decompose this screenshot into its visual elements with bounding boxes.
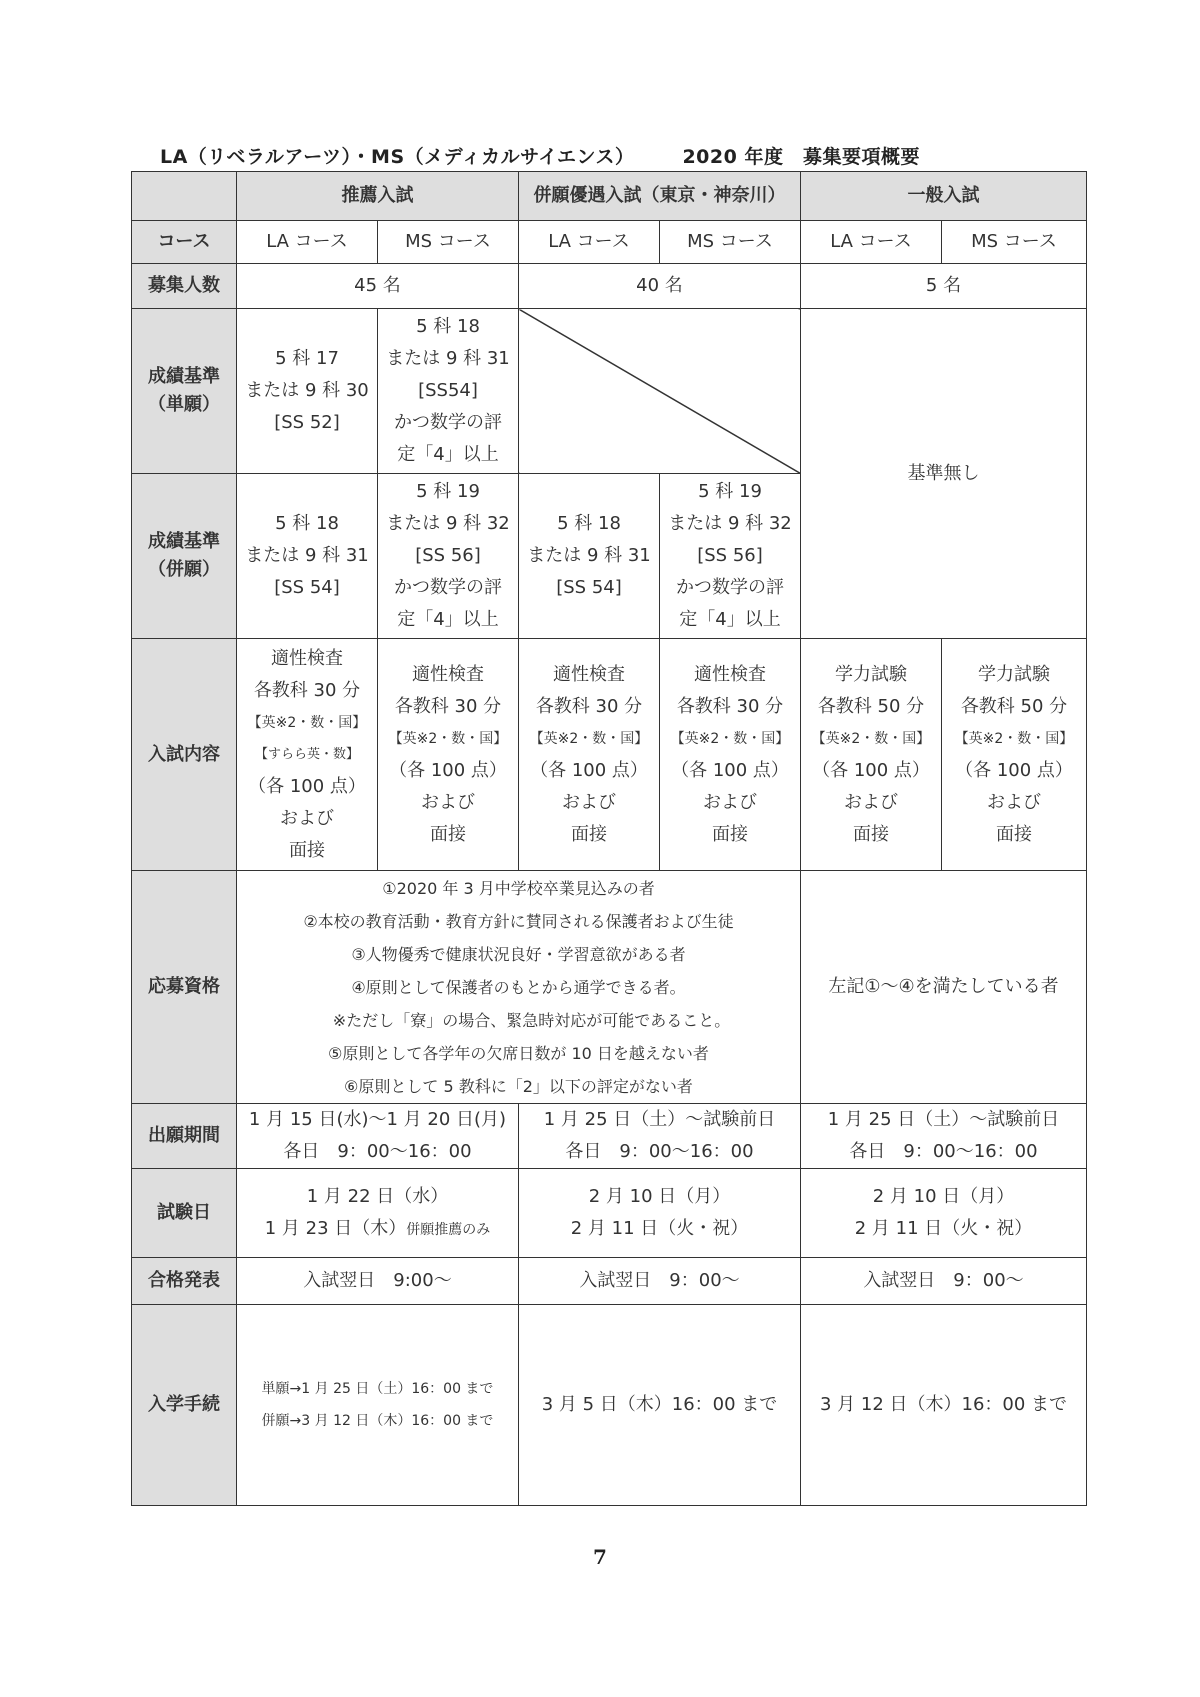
content-rec-la: 適性検査 各教科 30 分 【英※2・数・国】 【すらら英・数】 （各 100 点） および 面接 xyxy=(237,639,378,871)
content-gen-la: 学力試験 各教科 50 分 【英※2・数・国】 （各 100 点） および 面接 xyxy=(801,639,942,871)
exam-date-pref: 2 月 10 日（月） 2 月 11 日（火・祝） xyxy=(519,1169,801,1258)
procedure-label: 入学手続 xyxy=(132,1305,237,1506)
capacity-pref: 40 名 xyxy=(519,264,801,309)
announcement-gen: 入試翌日 9：00～ xyxy=(801,1258,1087,1305)
criteria-single-rec-ms: 5 科 18 または 9 科 31 [SS54] かつ数学の評 定「4」以上 xyxy=(378,309,519,474)
content-row xyxy=(132,639,1087,871)
capacity-rec: 45 名 xyxy=(237,264,519,309)
course-rec-la: LA コース xyxy=(237,221,378,264)
application-row xyxy=(132,1104,1087,1169)
announcement-pref: 入試翌日 9：00～ xyxy=(519,1258,801,1305)
exam-date-rec: 1 月 22 日（水） 1 月 23 日（木）併願推薦のみ xyxy=(237,1169,519,1258)
capacity-gen: 5 名 xyxy=(801,264,1087,309)
content-rec-ms: 適性検査 各教科 30 分 【英※2・数・国】 （各 100 点） および 面接 xyxy=(378,639,519,871)
exam-date-row xyxy=(132,1169,1087,1258)
course-pref-ms: MS コース xyxy=(660,221,801,264)
content-pref-la: 適性検査 各教科 30 分 【英※2・数・国】 （各 100 点） および 面接 xyxy=(519,639,660,871)
page-number: 7 xyxy=(593,1545,607,1569)
content-pref-ms: 適性検査 各教科 30 分 【英※2・数・国】 （各 100 点） および 面接 xyxy=(660,639,801,871)
announcement-row xyxy=(132,1258,1087,1305)
course-rec-ms: MS コース xyxy=(378,221,519,264)
exam-date-note: 併願推薦のみ xyxy=(406,1221,491,1238)
course-pref-la: LA コース xyxy=(519,221,660,264)
qualification-item: ①2020 年 3 月中学校卒業見込みの者 xyxy=(382,878,655,898)
exam-date-gen: 2 月 10 日（月） 2 月 11 日（火・祝） xyxy=(801,1169,1087,1258)
corner-cell xyxy=(132,172,237,221)
procedure-rec: 単願→1 月 25 日（土）16：00 まで 併願→3 月 12 日（木）16：00 まで xyxy=(237,1305,519,1506)
qualification-general: 左記①～④を満たしている者 xyxy=(801,871,1087,1104)
criteria-combined-rec-ms: 5 科 19 または 9 科 32 [SS 56] かつ数学の評 定「4」以上 xyxy=(378,474,519,639)
qualification-list xyxy=(237,871,801,1104)
capacity-label: 募集人数 xyxy=(132,264,237,309)
application-label: 出願期間 xyxy=(132,1104,237,1169)
qualification-label: 応募資格 xyxy=(132,871,237,1104)
procedure-pref: 3 月 5 日（木）16：00 まで xyxy=(519,1305,801,1506)
qualification-item: ⑤原則として各学年の欠席日数が 10 日を越えない者 xyxy=(328,1043,709,1063)
criteria-single-row xyxy=(132,309,1087,474)
qualification-item: ⑥原則として 5 教科に「2」以下の評定がない者 xyxy=(344,1076,693,1096)
criteria-combined-label: 成績基準 （併願） xyxy=(132,474,237,639)
application-pref: 1 月 25 日（土）～試験前日 各日 9：00～16：00 xyxy=(519,1104,801,1169)
title-year: 2020 年度 募集要項概要 xyxy=(682,146,920,168)
qualification-note: ※ただし「寮」の場合、緊急時対応が可能であること。 xyxy=(332,1010,731,1030)
group-preferential: 併願優遇入試（東京・神奈川） xyxy=(519,172,801,221)
group-recommendation: 推薦入試 xyxy=(237,172,519,221)
course-row xyxy=(132,221,1087,264)
criteria-combined-rec-la: 5 科 18 または 9 科 31 [SS 54] xyxy=(237,474,378,639)
procedure-gen: 3 月 12 日（木）16：00 まで xyxy=(801,1305,1087,1506)
criteria-single-rec-la: 5 科 17 または 9 科 30 [SS 52] xyxy=(237,309,378,474)
qualification-item: ④原則として保護者のもとから通学できる者。 xyxy=(351,977,686,997)
criteria-single-label: 成績基準 （単願） xyxy=(132,309,237,474)
course-gen-ms: MS コース xyxy=(942,221,1087,264)
qualification-item: ③人物優秀で健康状況良好・学習意欲がある者 xyxy=(351,944,686,964)
exam-date-label: 試験日 xyxy=(132,1169,237,1258)
admissions-summary-table xyxy=(131,171,1087,1506)
application-rec: 1 月 15 日(水)～1 月 20 日(月) 各日 9：00～16：00 xyxy=(237,1104,519,1169)
criteria-general: 基準無し xyxy=(801,309,1087,639)
qualification-row xyxy=(132,871,1087,1104)
criteria-combined-pref-ms: 5 科 19 または 9 科 32 [SS 56] かつ数学の評 定「4」以上 xyxy=(660,474,801,639)
criteria-combined-pref-la: 5 科 18 または 9 科 31 [SS 54] xyxy=(519,474,660,639)
content-gen-ms: 学力試験 各教科 50 分 【英※2・数・国】 （各 100 点） および 面接 xyxy=(942,639,1087,871)
announcement-rec: 入試翌日 9:00～ xyxy=(237,1258,519,1305)
procedure-row xyxy=(132,1305,1087,1506)
announcement-label: 合格発表 xyxy=(132,1258,237,1305)
course-gen-la: LA コース xyxy=(801,221,942,264)
content-label: 入試内容 xyxy=(132,639,237,871)
title-programs: LA（リベラルアーツ）・MS（メディカルサイエンス） xyxy=(160,146,635,168)
qualification-item: ②本校の教育活動・教育方針に賛同される保護者および生徒 xyxy=(303,911,734,931)
application-gen: 1 月 25 日（土）～試験前日 各日 9：00～16：00 xyxy=(801,1104,1087,1169)
criteria-single-pref-not-applicable xyxy=(519,309,801,474)
capacity-row xyxy=(132,264,1087,309)
document-title xyxy=(160,142,920,169)
course-label: コース xyxy=(132,221,237,264)
group-header-row xyxy=(132,172,1087,221)
group-general: 一般入試 xyxy=(801,172,1087,221)
